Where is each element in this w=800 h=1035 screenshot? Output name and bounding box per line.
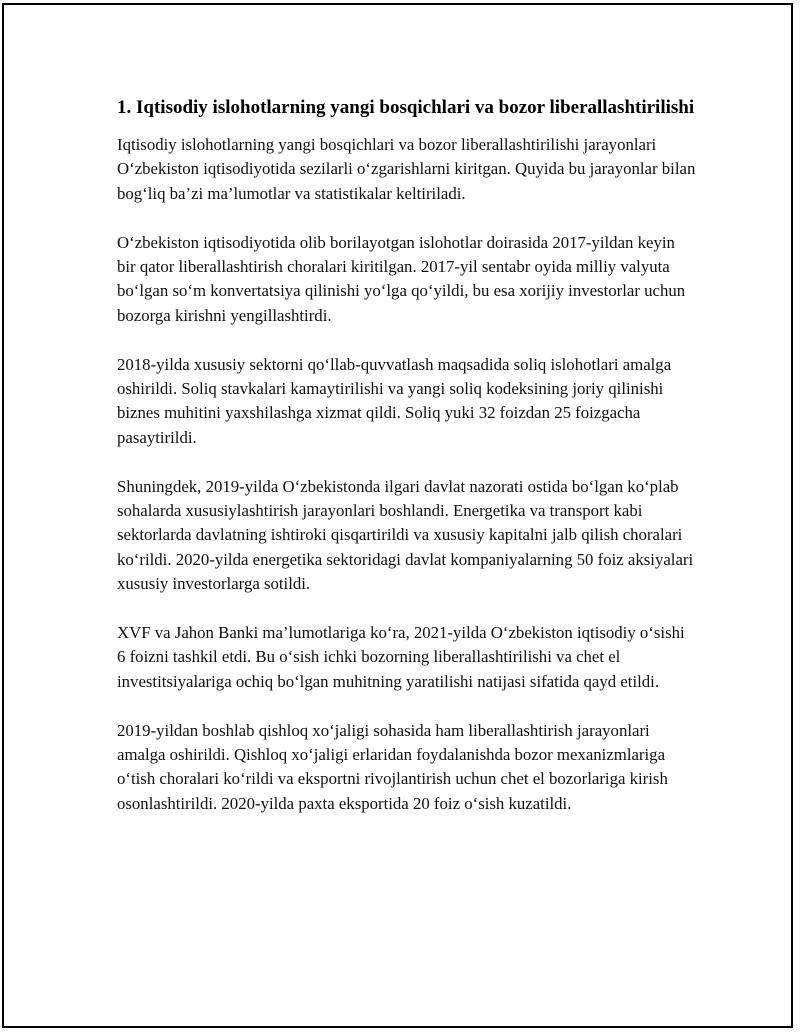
paragraph-currency-liberalization: O‘zbekiston iqtisodiyotida olib borilayotgan islohotlar doirasida 2017-yildan keyin bir qator liberallashtirish choralari kiritilgan. 2017-yil sentabr oyida milliy valyuta bo‘lgan so‘m konvertatsiya qilinishi yo‘lga qo‘yildi, bu esa xorijiy investorlar uchun bozorga kirishni yengillashtirdi. xyxy=(117,232,686,325)
paragraph-economic-growth: XVF va Jahon Banki ma’lumotlariga ko‘ra, 2021-yilda O‘zbekiston iqtisodiy o‘sishi 6 foizni tashkil etdi. Bu o‘sish ichki bozorning liberallashtirilishi va chet el investitsiyalariga ochiq bo‘lgan muhitning yaratilishi natijasi sifatida qayd etildi. xyxy=(117,623,685,691)
paragraph-privatization: Shuningdek, 2019-yilda O‘zbekistonda ilgari davlat nazorati ostida bo‘lgan ko‘plab sohalarda xususiylashtirish jarayonlari boshlandi. Energetika va transport kabi sektorlarda davlatning ishtiroki qisqartirildi va xususiy kapitalni jalb qilish choralari ko‘rildi. 2020-yilda energetika sektoridagi davlat kompaniyalarning 50 foiz aksiyalari xususiy investorlarga sotildi. xyxy=(117,476,694,594)
document-body xyxy=(117,95,697,841)
paragraph-intro: Iqtisodiy islohotlarning yangi bosqichlari va bozor liberallashtirilishi jarayonlari O‘zbekiston iqtisodiyotida sezilarli o‘zgarishlarni kiritgan. Quyida bu jarayonlar bilan bog‘liq ba’zi ma’lumotlar va statistikalar keltiriladi. xyxy=(117,135,696,203)
paragraph-tax-reform: 2018-yilda xususiy sektorni qo‘llab-quvvatlash maqsadida soliq islohotlari amalga oshirildi. Soliq stavkalari kamaytirilishi va yangi soliq kodeksining joriy qilinishi biznes muhitini yaxshilashga xizmat qildi. Soliq yuki 32 foizdan 25 foizgacha pasaytirildi. xyxy=(117,354,672,447)
paragraph-agriculture: 2019-yildan boshlab qishloq xo‘jaligi sohasida ham liberallashtirish jarayonlari amalga oshirildi. Qishloq xo‘jaligi erlaridan foydalanishda bozor mexanizmlariga o‘tish choralari ko‘rildi va eksportni rivojlantirish uchun chet el bozorlariga kirish osonlashtirildi. 2020-yilda paxta eksportida 20 foiz o‘sish kuzatildi. xyxy=(117,720,668,813)
section-heading: 1. Iqtisodiy islohotlarning yangi bosqichlari va bozor liberallashtirilishi xyxy=(117,97,695,118)
